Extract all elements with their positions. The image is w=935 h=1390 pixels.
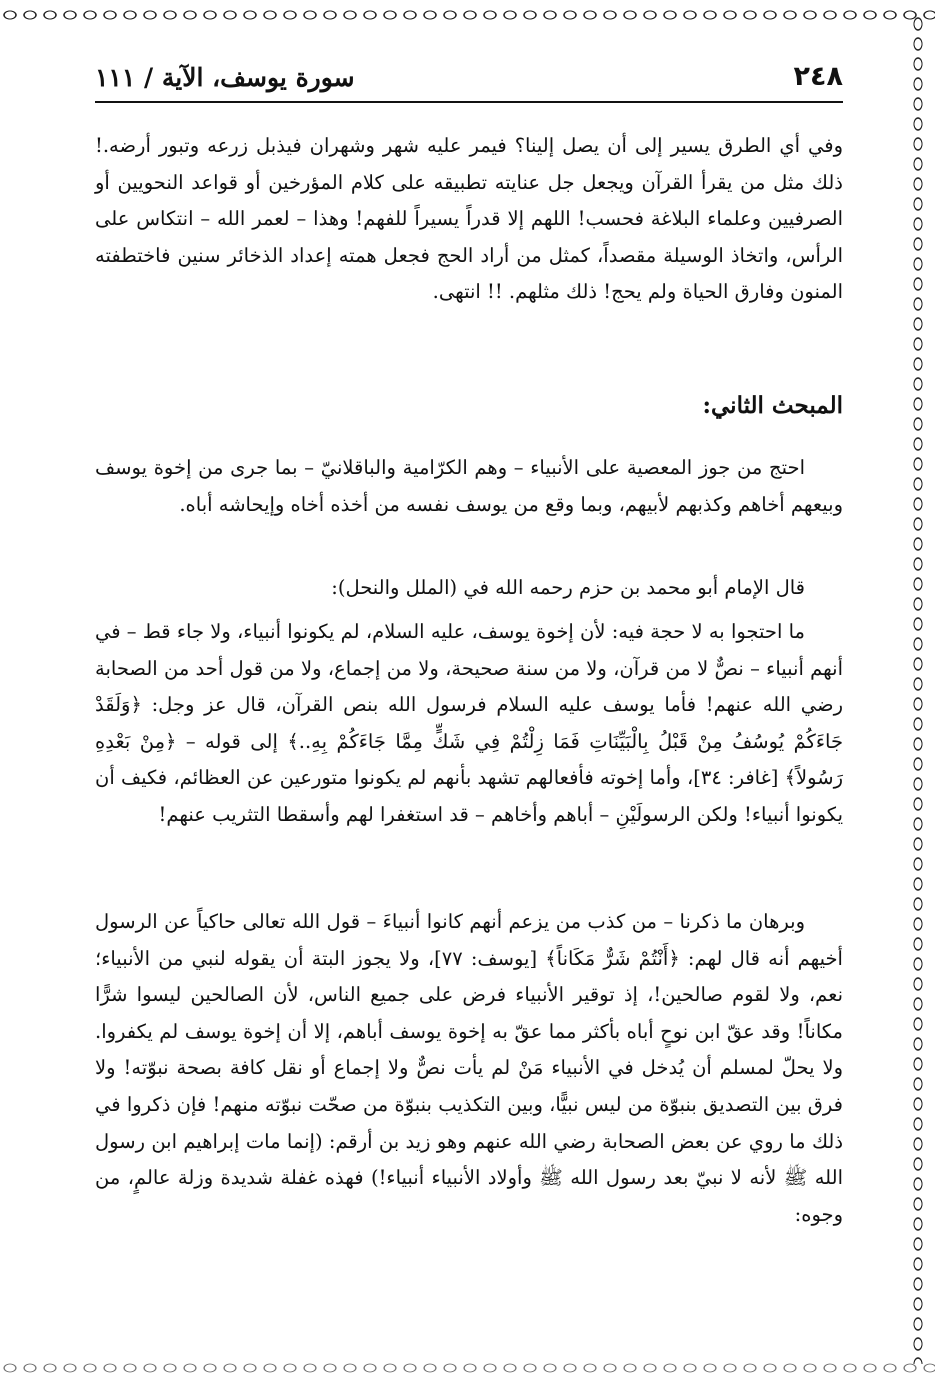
header-rule	[95, 101, 843, 103]
page-number: ٢٤٨	[793, 61, 843, 92]
running-title: سورة يوسف، الآية / ١١١	[95, 63, 355, 92]
paragraph-1: وفي أي الطرق يسير إلى أن يصل إلينا؟ فيمر عليه شهر وشهران فيذبل زرعه وتبور أرضه.! ذلك مثل من يقرأ القرآن ويجعل جل عنايته تطبيقه على كلام المؤرخين أو قواعد النحويين أو الصرفيين وعلماء البلاغة فحسب! اللهم إلا قدراً يسيراً للفهم! وهذا – لعمر الله – انتكاس على الرأس، واتخاذ الوسيلة مقصداً، كمثل من أراد الحج فجعل همته إعداد الذخائر سنين فاختطفته المنون وفارق الحياة ولم يحج! ذلك مثلهم. !! انتهى.	[95, 134, 843, 304]
ornamental-border-bottom	[0, 1358, 935, 1380]
spacer	[95, 438, 843, 450]
paragraph-5: وبرهان ما ذكرنا – من كذب من يزعم أنهم كانوا أنبياءَ – قول الله تعالى حاكياً عن الرسول أخيهم أنه قال لهم: ﴿أَنْتُمْ شَرٌّ مَكَاناً﴾ [يوسف: ٧٧]، ولا يجوز البتة أن يقوله لنبي من الأنبياء؛ نعم، ولا لقوم صالحين!، إذ توقير الأنبياء فرض على جميع الناس، لأن الصالحين ليسوا شرًّا مكاناً! وقد عقّ ابن نوحٍ أباه بأكثر مما عقّ به إخوة يوسف أباهم، إلا أن إخوة يوسف لم يكفروا. ولا يحلّ لمسلم أن يُدخل في الأنبياء مَنْ لم يأت نصٌّ ولا إجماع أو نقل كافة بصحة نبوّته! ولا فرق بين التصديق بنبوّة من ليس نبيًّا، وبين التكذيب بنبوّة من صحّت نبوّته منهم! فإن ذكروا في ذلك ما روي عن بعض الصحابة رضي الله عنهم وهو زيد بن أرقم: (إنما مات إبراهيم ابن رسول الله ﷺ لأنه لا نبيّ بعد رسول الله ﷺ وأولاد الأنبياء أنبياء!) فهذه غفلة شديدة وزلة عالمٍ، من وجوه:	[95, 910, 843, 1226]
paragraph-3: قال الإمام أبو محمد بن حزم رحمه الله في (الملل والنحل):	[331, 576, 805, 599]
ornamental-border-top	[0, 2, 935, 28]
section-heading: المبحث الثاني:	[702, 392, 843, 419]
paragraph-4: ما احتجوا به لا حجة فيه: لأن إخوة يوسف، عليه السلام، لم يكونوا أنبياء، ولا جاء قط – في أنهم أنبياء – نصٌّ لا من قرآن، ولا من سنة صحيحة، ولا من إجماع، ولا من قول أحد من الصحابة رضي الله عنهم! فأما يوسف عليه السلام فرسول الله بنص القرآن، قال عز وجل: ﴿وَلَقَدْ جَاءَكُمْ يُوسُفُ مِنْ قَبْلُ بِالْبَيِّنَاتِ فَمَا زِلْتُمْ فِي شَكٍّ مِمَّا جَاءَكُمْ بِهِ..﴾ إلى قوله – ﴿مِنْ بَعْدِهِ رَسُولاً﴾ [غافر: ٣٤]، وأما إخوته فأفعالهم تشهد بأنهم لم يكونوا متورعين عن العظائم، فكيف أن يكونوا أنبياء! ولكن الرسولَيْنِ – أباهم وأخاهم – قد استغفرا لهم وأسقطا التثريب عنهم!	[95, 620, 843, 826]
paragraph-2: احتج من جوز المعصية على الأنبياء – وهم الكرّامية والباقلانيّ – بما جرى من إخوة يوسف وبيعهم أخاهم وكذبهم لأبيهم، وبما وقع من يوسف نفسه من أخذه أخاه وإيحاشه أباه.	[95, 456, 843, 516]
ornamental-border-right	[907, 14, 929, 1364]
page-header	[95, 55, 843, 103]
page-body	[95, 128, 843, 1233]
